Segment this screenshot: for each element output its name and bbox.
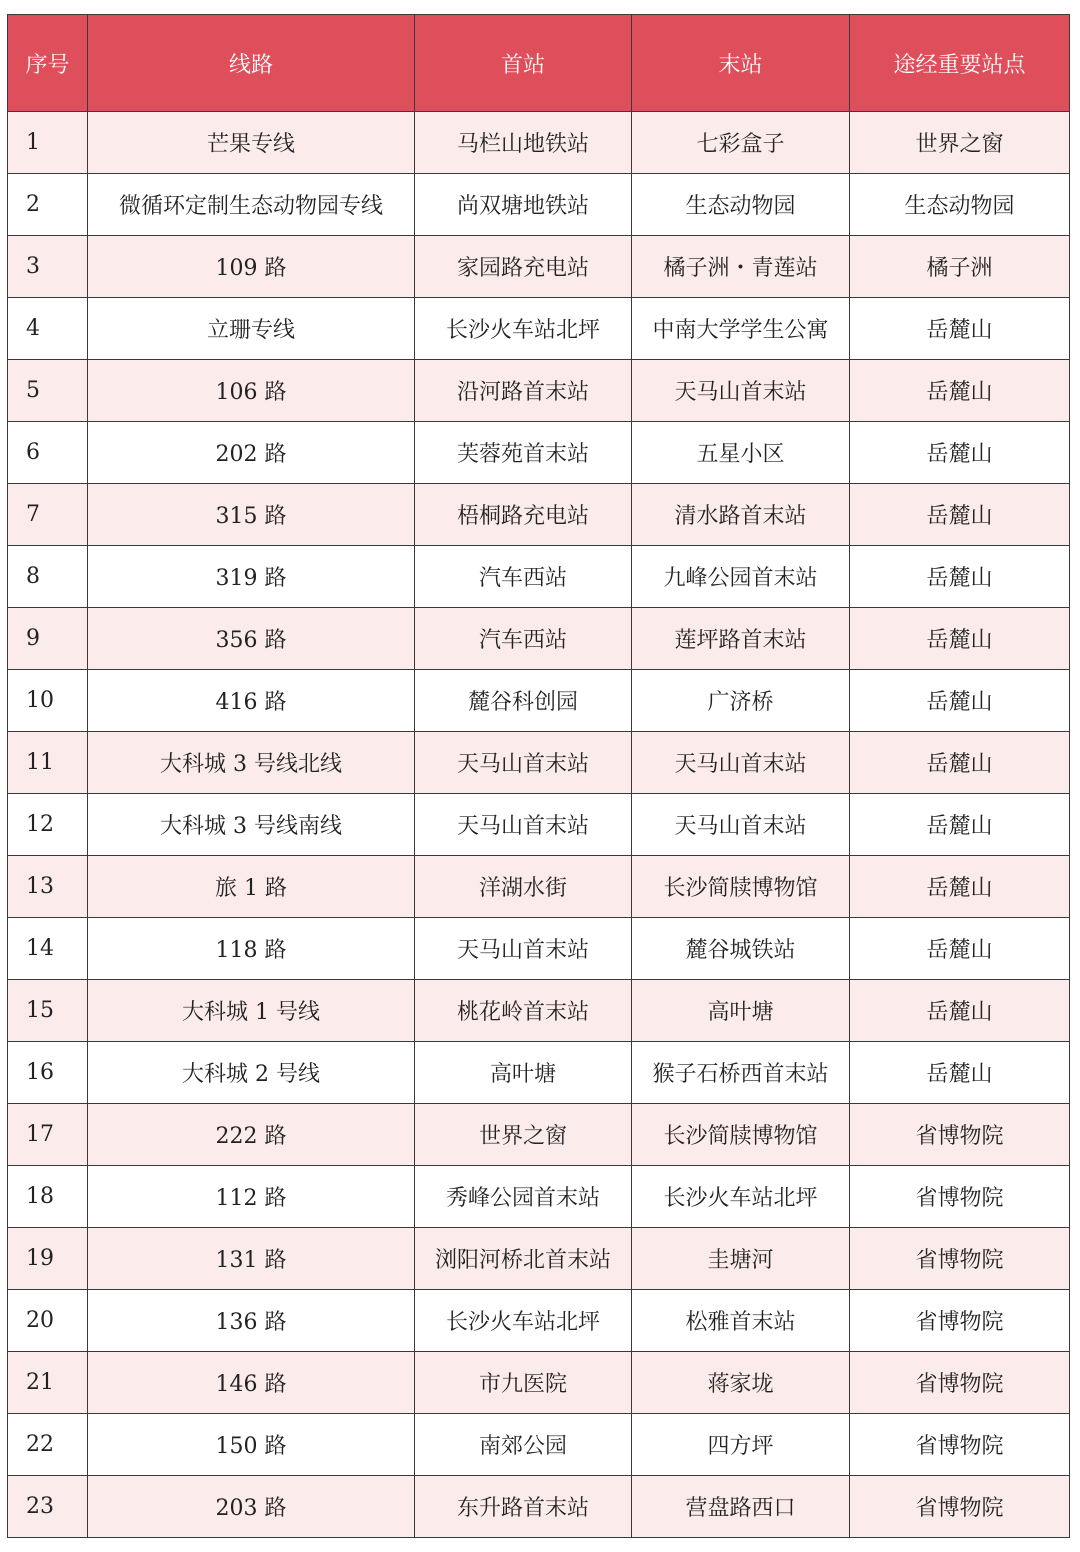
cell-last-stop: 猴子石桥西首末站 xyxy=(632,1042,850,1104)
table-row xyxy=(8,298,1070,360)
cell-first-stop: 高叶塘 xyxy=(415,1042,632,1104)
cell-index: 19 xyxy=(8,1228,88,1290)
cell-route: 203 路 xyxy=(88,1476,415,1538)
cell-last-stop: 中南大学学生公寓 xyxy=(632,298,850,360)
cell-key-stop: 岳麓山 xyxy=(850,794,1070,856)
cell-first-stop: 南郊公园 xyxy=(415,1414,632,1476)
cell-route: 109 路 xyxy=(88,236,415,298)
cell-last-stop: 广济桥 xyxy=(632,670,850,732)
cell-first-stop: 世界之窗 xyxy=(415,1104,632,1166)
cell-key-stop: 省博物院 xyxy=(850,1166,1070,1228)
table-row xyxy=(8,732,1070,794)
cell-first-stop: 汽车西站 xyxy=(415,608,632,670)
cell-last-stop: 长沙简牍博物馆 xyxy=(632,1104,850,1166)
cell-index: 17 xyxy=(8,1104,88,1166)
cell-index: 7 xyxy=(8,484,88,546)
cell-first-stop: 洋湖水街 xyxy=(415,856,632,918)
cell-key-stop: 省博物院 xyxy=(850,1414,1070,1476)
cell-last-stop: 清水路首末站 xyxy=(632,484,850,546)
cell-last-stop: 麓谷城铁站 xyxy=(632,918,850,980)
cell-first-stop: 家园路充电站 xyxy=(415,236,632,298)
cell-key-stop: 省博物院 xyxy=(850,1228,1070,1290)
cell-route: 芒果专线 xyxy=(88,112,415,174)
cell-key-stop: 生态动物园 xyxy=(850,174,1070,236)
cell-last-stop: 长沙简牍博物馆 xyxy=(632,856,850,918)
cell-last-stop: 九峰公园首末站 xyxy=(632,546,850,608)
cell-route: 136 路 xyxy=(88,1290,415,1352)
cell-index: 20 xyxy=(8,1290,88,1352)
cell-index: 18 xyxy=(8,1166,88,1228)
cell-key-stop: 岳麓山 xyxy=(850,918,1070,980)
cell-index: 4 xyxy=(8,298,88,360)
cell-route: 319 路 xyxy=(88,546,415,608)
header-index: 序号 xyxy=(8,15,88,112)
cell-key-stop: 岳麓山 xyxy=(850,360,1070,422)
cell-route: 大科城 3 号线北线 xyxy=(88,732,415,794)
cell-index: 1 xyxy=(8,112,88,174)
cell-route: 416 路 xyxy=(88,670,415,732)
table-header-row xyxy=(8,15,1070,112)
table-row xyxy=(8,1166,1070,1228)
table-row xyxy=(8,608,1070,670)
cell-index: 23 xyxy=(8,1476,88,1538)
cell-key-stop: 世界之窗 xyxy=(850,112,1070,174)
cell-first-stop: 尚双塘地铁站 xyxy=(415,174,632,236)
cell-key-stop: 省博物院 xyxy=(850,1476,1070,1538)
cell-route: 146 路 xyxy=(88,1352,415,1414)
cell-first-stop: 长沙火车站北坪 xyxy=(415,298,632,360)
cell-index: 12 xyxy=(8,794,88,856)
cell-route: 118 路 xyxy=(88,918,415,980)
cell-key-stop: 省博物院 xyxy=(850,1104,1070,1166)
table-row xyxy=(8,360,1070,422)
cell-key-stop: 岳麓山 xyxy=(850,298,1070,360)
header-last-stop: 末站 xyxy=(632,15,850,112)
table-row xyxy=(8,174,1070,236)
cell-route: 大科城 1 号线 xyxy=(88,980,415,1042)
table-row xyxy=(8,980,1070,1042)
cell-last-stop: 五星小区 xyxy=(632,422,850,484)
cell-first-stop: 浏阳河桥北首末站 xyxy=(415,1228,632,1290)
header-key-stops: 途经重要站点 xyxy=(850,15,1070,112)
cell-key-stop: 岳麓山 xyxy=(850,422,1070,484)
table-row xyxy=(8,670,1070,732)
cell-route: 106 路 xyxy=(88,360,415,422)
cell-last-stop: 天马山首末站 xyxy=(632,732,850,794)
cell-first-stop: 芙蓉苑首末站 xyxy=(415,422,632,484)
cell-key-stop: 岳麓山 xyxy=(850,1042,1070,1104)
cell-index: 13 xyxy=(8,856,88,918)
cell-last-stop: 松雅首末站 xyxy=(632,1290,850,1352)
cell-index: 9 xyxy=(8,608,88,670)
cell-last-stop: 高叶塘 xyxy=(632,980,850,1042)
cell-route: 202 路 xyxy=(88,422,415,484)
cell-key-stop: 岳麓山 xyxy=(850,608,1070,670)
cell-first-stop: 马栏山地铁站 xyxy=(415,112,632,174)
cell-last-stop: 橘子洲・青莲站 xyxy=(632,236,850,298)
table-row xyxy=(8,856,1070,918)
cell-index: 2 xyxy=(8,174,88,236)
cell-index: 16 xyxy=(8,1042,88,1104)
table-row xyxy=(8,1228,1070,1290)
cell-first-stop: 梧桐路充电站 xyxy=(415,484,632,546)
table-row xyxy=(8,1476,1070,1538)
cell-route: 立珊专线 xyxy=(88,298,415,360)
cell-key-stop: 省博物院 xyxy=(850,1352,1070,1414)
cell-last-stop: 生态动物园 xyxy=(632,174,850,236)
cell-key-stop: 岳麓山 xyxy=(850,484,1070,546)
cell-key-stop: 岳麓山 xyxy=(850,670,1070,732)
cell-route: 131 路 xyxy=(88,1228,415,1290)
header-route: 线路 xyxy=(88,15,415,112)
table-row xyxy=(8,918,1070,980)
table-row xyxy=(8,236,1070,298)
table-row xyxy=(8,422,1070,484)
cell-last-stop: 天马山首末站 xyxy=(632,360,850,422)
cell-index: 3 xyxy=(8,236,88,298)
cell-first-stop: 东升路首末站 xyxy=(415,1476,632,1538)
bus-route-table-container xyxy=(7,14,1069,1538)
cell-key-stop: 岳麓山 xyxy=(850,856,1070,918)
cell-route: 大科城 2 号线 xyxy=(88,1042,415,1104)
bus-route-table xyxy=(7,14,1070,1538)
cell-first-stop: 长沙火车站北坪 xyxy=(415,1290,632,1352)
cell-index: 21 xyxy=(8,1352,88,1414)
table-row xyxy=(8,546,1070,608)
cell-index: 5 xyxy=(8,360,88,422)
table-body xyxy=(8,112,1070,1538)
table-row xyxy=(8,484,1070,546)
cell-last-stop: 营盘路西口 xyxy=(632,1476,850,1538)
table-row xyxy=(8,1352,1070,1414)
table-row xyxy=(8,1104,1070,1166)
cell-index: 8 xyxy=(8,546,88,608)
cell-first-stop: 天马山首末站 xyxy=(415,918,632,980)
table-row xyxy=(8,1414,1070,1476)
cell-first-stop: 桃花岭首末站 xyxy=(415,980,632,1042)
cell-last-stop: 莲坪路首末站 xyxy=(632,608,850,670)
cell-first-stop: 天马山首末站 xyxy=(415,794,632,856)
table-row xyxy=(8,1042,1070,1104)
cell-index: 6 xyxy=(8,422,88,484)
cell-route: 356 路 xyxy=(88,608,415,670)
cell-index: 10 xyxy=(8,670,88,732)
table-row xyxy=(8,794,1070,856)
cell-first-stop: 市九医院 xyxy=(415,1352,632,1414)
cell-route: 大科城 3 号线南线 xyxy=(88,794,415,856)
cell-key-stop: 橘子洲 xyxy=(850,236,1070,298)
cell-key-stop: 岳麓山 xyxy=(850,980,1070,1042)
cell-key-stop: 岳麓山 xyxy=(850,546,1070,608)
table-row xyxy=(8,1290,1070,1352)
cell-first-stop: 秀峰公园首末站 xyxy=(415,1166,632,1228)
cell-route: 112 路 xyxy=(88,1166,415,1228)
cell-last-stop: 七彩盒子 xyxy=(632,112,850,174)
cell-key-stop: 岳麓山 xyxy=(850,732,1070,794)
cell-route: 222 路 xyxy=(88,1104,415,1166)
table-row xyxy=(8,112,1070,174)
cell-route: 微循环定制生态动物园专线 xyxy=(88,174,415,236)
cell-index: 15 xyxy=(8,980,88,1042)
cell-last-stop: 蒋家垅 xyxy=(632,1352,850,1414)
cell-route: 旅 1 路 xyxy=(88,856,415,918)
cell-last-stop: 天马山首末站 xyxy=(632,794,850,856)
cell-last-stop: 四方坪 xyxy=(632,1414,850,1476)
cell-last-stop: 长沙火车站北坪 xyxy=(632,1166,850,1228)
cell-index: 11 xyxy=(8,732,88,794)
header-first-stop: 首站 xyxy=(415,15,632,112)
cell-first-stop: 麓谷科创园 xyxy=(415,670,632,732)
cell-key-stop: 省博物院 xyxy=(850,1290,1070,1352)
cell-last-stop: 圭塘河 xyxy=(632,1228,850,1290)
cell-first-stop: 汽车西站 xyxy=(415,546,632,608)
cell-first-stop: 沿河路首末站 xyxy=(415,360,632,422)
cell-first-stop: 天马山首末站 xyxy=(415,732,632,794)
cell-index: 22 xyxy=(8,1414,88,1476)
cell-route: 315 路 xyxy=(88,484,415,546)
cell-index: 14 xyxy=(8,918,88,980)
cell-route: 150 路 xyxy=(88,1414,415,1476)
